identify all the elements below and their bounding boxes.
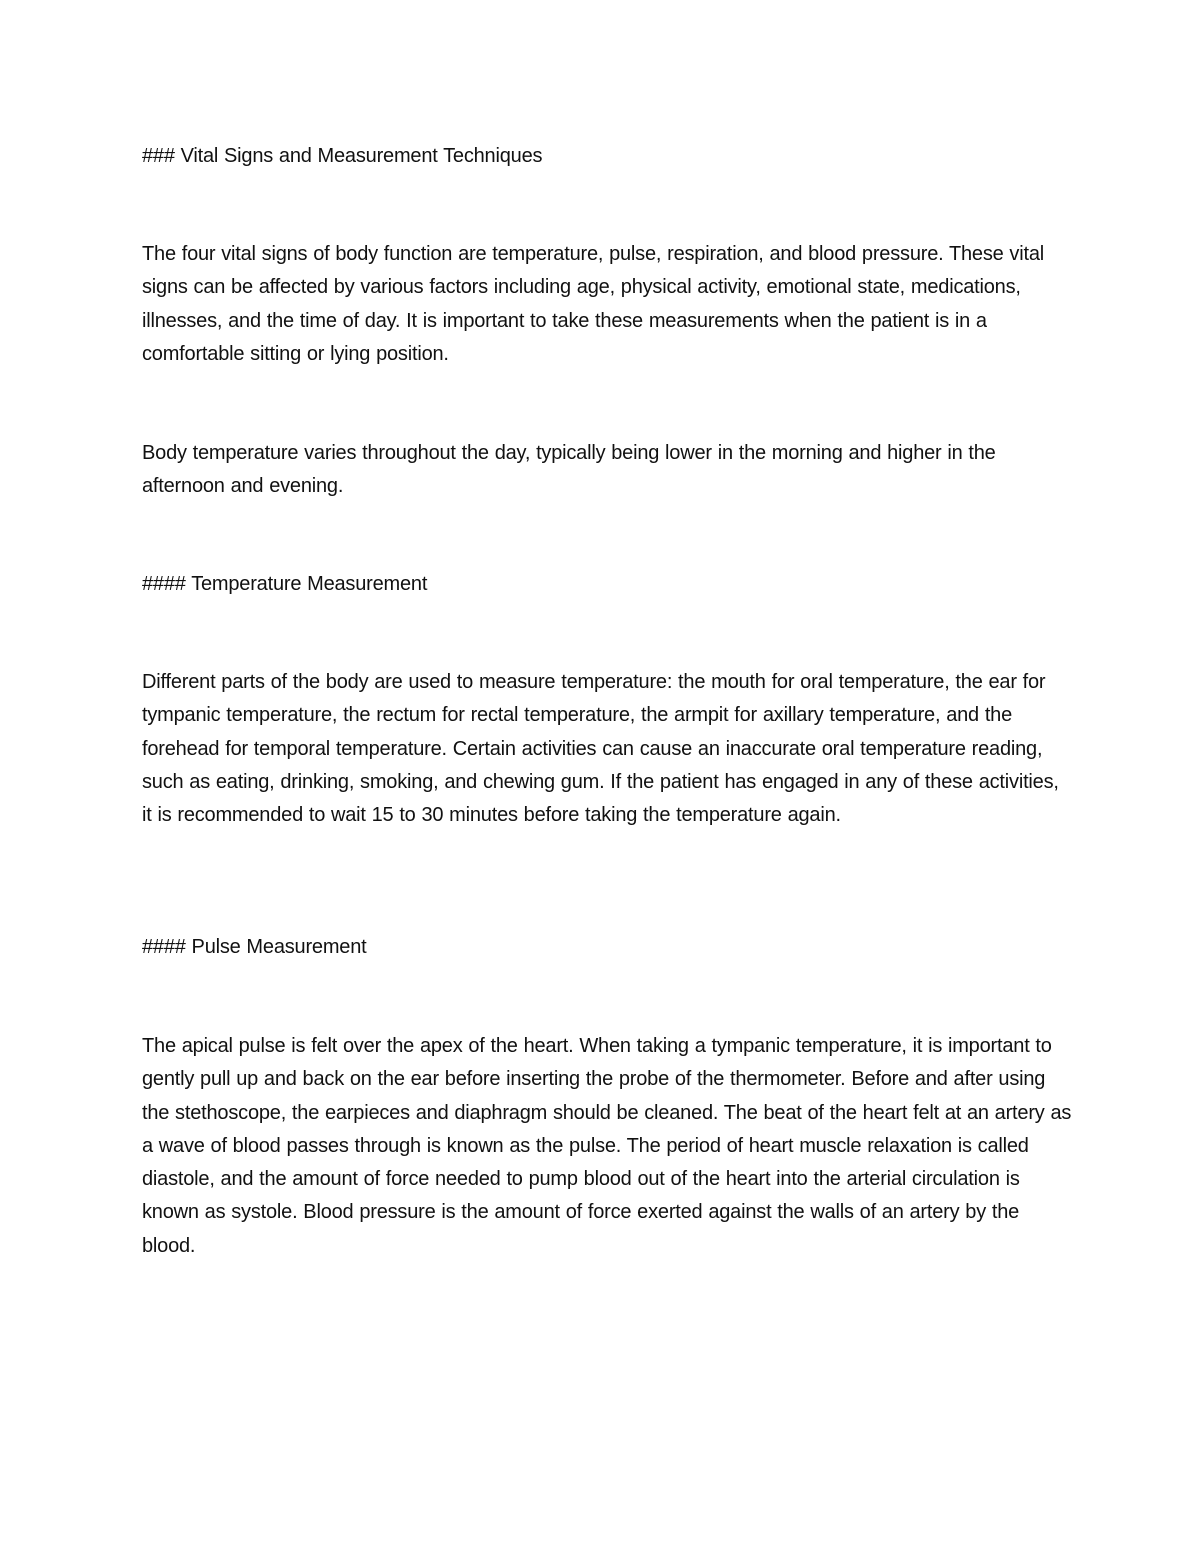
temperature-heading: #### Temperature Measurement	[142, 573, 428, 595]
temperature-paragraph: Different parts of the body are used to measure temperature: the mouth for oral temperature, the ear for tympanic temperature, the rectum for rectal temperature, the armpit for axillary temperature, and the forehead for temporal temperature. Certain activities can cause an inaccurate oral temperature reading, such as eating, drinking, smoking, and chewing gum. If the patient has engaged in any of these activities, it is recommended to wait 15 to 30 minutes before taking the temperature again.	[142, 671, 1059, 827]
main-heading: ### Vital Signs and Measurement Techniques	[142, 145, 543, 167]
intro-paragraph: The four vital signs of body function are temperature, pulse, respiration, and blood pressure. These vital signs can be affected by various factors including age, physical activity, emotional state, medications, illnesses, and the time of day. It is important to take these measurements when the patient is in a comfortable sitting or lying position.	[142, 243, 1044, 365]
pulse-paragraph: The apical pulse is felt over the apex of the heart. When taking a tympanic temperature, it is important to gently pull up and back on the ear before inserting the probe of the thermometer. Before and after using the stethoscope, the earpieces and diaphragm should be cleaned. The beat of the heart felt at an artery as a wave of blood passes through is known as the pulse. The period of heart muscle relaxation is called diastole, and the amount of force needed to pump blood out of the heart into the arterial circulation is known as systole. Blood pressure is the amount of force exerted against the walls of an artery by the blood.	[142, 1035, 1072, 1257]
body-temperature-paragraph: Body temperature varies throughout the day, typically being lower in the morning and higher in the afternoon and evening.	[142, 442, 996, 498]
pulse-heading: #### Pulse Measurement	[142, 936, 367, 958]
